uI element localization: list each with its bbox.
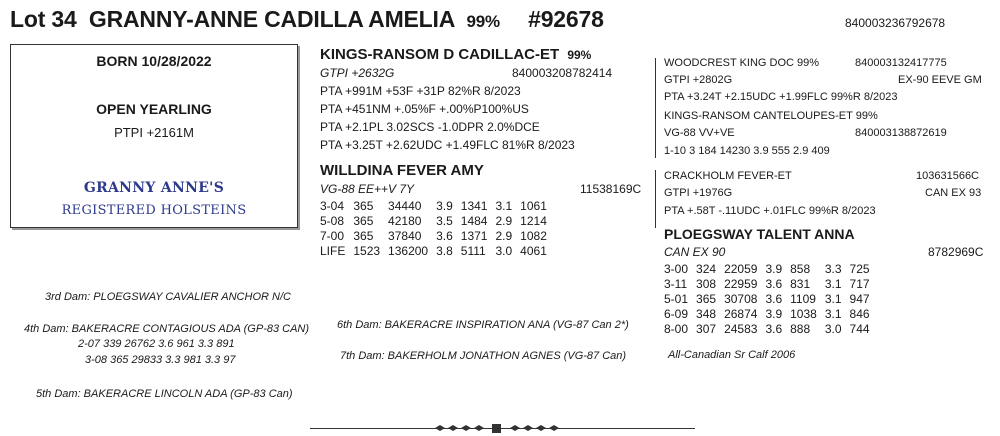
sire-sire-pta: PTA +3.24T +2.15UDC +1.99FLC 99%R 8/2023 <box>664 91 898 103</box>
sire-sire-gtpi: GTPI +2802G <box>664 74 733 86</box>
record-cell: 3.9 <box>436 199 453 213</box>
animal-pct: 99% <box>466 12 500 31</box>
dam-records-table <box>320 199 555 259</box>
record-cell: 2.9 <box>495 214 513 228</box>
record-cell: 30708 <box>724 292 758 306</box>
sixth-dam: 6th Dam: BAKERACRE INSPIRATION ANA (VG-87 Can 2*) <box>337 319 629 331</box>
record-cell: 3.6 <box>436 229 453 243</box>
born-box <box>10 44 298 228</box>
record-cell: 3-11 <box>664 277 688 291</box>
record-cell: 3.1 <box>495 199 513 213</box>
record-cell: 308 <box>696 277 717 291</box>
footer-ornament <box>430 423 570 436</box>
sire-name-text: KINGS-RANSOM D CADILLAC-ET <box>320 46 560 63</box>
record-cell: 136200 <box>388 244 429 258</box>
sire-bracket <box>655 58 656 158</box>
dam-dam-classification: CAN EX 90 <box>664 245 726 259</box>
record-cell: LIFE <box>320 244 346 258</box>
record-cell: 42180 <box>388 214 422 228</box>
dam-dam-name: PLOEGSWAY TALENT ANNA <box>664 226 855 242</box>
dam-bracket <box>655 170 656 228</box>
record-cell: 3.6 <box>765 277 783 291</box>
record-cell: 947 <box>849 292 870 306</box>
third-dam: 3rd Dam: PLOEGSWAY CAVALIER ANCHOR N/C <box>45 291 291 303</box>
record-cell: 365 <box>353 214 374 228</box>
age-class: OPEN YEARLING <box>96 101 212 117</box>
record-cell: 4061 <box>520 244 547 258</box>
record-cell: 3.1 <box>824 307 842 321</box>
record-cell: 3.0 <box>495 244 513 258</box>
record-row <box>664 262 878 277</box>
record-cell: 6-09 <box>664 307 689 321</box>
dam-dam-records-table <box>664 262 878 337</box>
record-cell: 24583 <box>724 322 758 336</box>
birth-date: BORN 10/28/2022 <box>96 53 212 69</box>
sire-dam-name: KINGS-RANSOM CANTELOUPES-ET 99% <box>664 110 878 122</box>
fifth-dam: 5th Dam: BAKERACRE LINCOLN ADA (GP-83 Can) <box>36 388 293 400</box>
dam-sire-registration: 103631566C <box>916 170 980 182</box>
record-cell: 831 <box>790 277 811 291</box>
dam-sire-gtpi: GTPI +1976G <box>664 187 733 199</box>
record-cell: 365 <box>353 229 374 243</box>
record-cell: 3.5 <box>436 214 453 228</box>
fourth-dam-record: 2-07 339 26762 3.6 961 3.3 891 <box>78 338 235 350</box>
dam-dam-registration: 8782969C <box>928 245 984 259</box>
record-cell: 3.6 <box>765 322 783 336</box>
sire-sire-name: WOODCREST KING DOC 99% <box>664 57 820 69</box>
sire-sire-registration: 840003132417775 <box>855 57 947 69</box>
record-cell: 365 <box>353 199 374 213</box>
record-cell: 1109 <box>790 292 816 306</box>
dam-sire-classification: CAN EX 93 <box>925 187 982 199</box>
record-cell: 3.6 <box>765 292 783 306</box>
dam-registration: 11538169C <box>580 182 642 196</box>
record-cell: 348 <box>696 307 717 321</box>
record-cell: 324 <box>696 262 717 276</box>
lot-number: Lot 34 <box>10 6 77 32</box>
record-cell: 5-08 <box>320 214 345 228</box>
record-cell: 1061 <box>520 199 547 213</box>
record-cell: 3.9 <box>765 307 783 321</box>
record-cell: 725 <box>849 262 870 276</box>
record-cell: 5-01 <box>664 292 689 306</box>
record-cell: 1523 <box>353 244 381 258</box>
record-cell: 22959 <box>724 277 758 291</box>
dam-name: WILLDINA FEVER AMY <box>320 162 484 179</box>
record-row <box>320 229 555 244</box>
breeder-name: GRANNY ANNE'S <box>83 180 225 196</box>
ptpi-value: PTPI +2161M <box>114 125 194 140</box>
record-cell: 3.1 <box>824 277 842 291</box>
sire-pta-line: PTA +2.1PL 3.02SCS -1.0DPR 2.0%DCE <box>320 120 540 134</box>
record-cell: 3.0 <box>824 322 842 336</box>
record-row <box>320 244 555 259</box>
record-cell: 1214 <box>520 214 547 228</box>
record-cell: 22059 <box>724 262 758 276</box>
record-row <box>664 292 878 307</box>
record-cell: 3-04 <box>320 199 345 213</box>
record-row <box>664 307 878 322</box>
fourth-dam: 4th Dam: BAKERACRE CONTAGIOUS ADA (GP-83 CAN) <box>24 323 310 335</box>
sire-dam-classification: VG-88 VV+VE <box>664 127 735 139</box>
record-row <box>664 277 878 292</box>
record-cell: 3.8 <box>436 244 453 258</box>
sire-pta-line: PTA +3.25T +2.62UDC +1.49FLC 81%R 8/2023 <box>320 138 575 152</box>
record-cell: 744 <box>849 322 870 336</box>
record-cell: 7-00 <box>320 229 345 243</box>
record-cell: 846 <box>849 307 870 321</box>
dam-classification: VG-88 EE++V 7Y <box>320 182 415 196</box>
record-cell: 1371 <box>460 229 488 243</box>
fourth-dam-record: 3-08 365 29833 3.3 981 3.3 97 <box>85 354 236 366</box>
dam-dam-award: All-Canadian Sr Calf 2006 <box>668 349 796 361</box>
dam-sire-pta: PTA +.58T -.11UDC +.01FLC 99%R 8/2023 <box>664 205 876 217</box>
breeder-subtitle: REGISTERED HOLSTEINS <box>61 203 247 218</box>
record-row <box>320 199 555 214</box>
sire-gtpi: GTPI +2632G <box>320 66 395 80</box>
sire-name <box>320 46 591 63</box>
record-cell: 3.9 <box>765 262 783 276</box>
record-cell: 858 <box>790 262 811 276</box>
sire-dam-record: 1-10 3 184 14230 3.9 555 2.9 409 <box>664 145 830 157</box>
lot-title <box>10 6 604 33</box>
record-cell: 26874 <box>724 307 758 321</box>
record-cell: 1484 <box>460 214 488 228</box>
record-cell: 307 <box>696 322 717 336</box>
animal-tag: #92678 <box>528 6 604 32</box>
sire-dam-registration: 840003138872619 <box>855 127 947 139</box>
sire-pta-line: PTA +991M +53F +31P 82%R 8/2023 <box>320 84 521 98</box>
dam-sire-name: CRACKHOLM FEVER-ET <box>664 170 792 182</box>
record-cell: 1341 <box>460 199 488 213</box>
record-cell: 2.9 <box>495 229 513 243</box>
sire-sire-classification: EX-90 EEVE GM <box>898 74 982 86</box>
record-cell: 717 <box>849 277 870 291</box>
record-cell: 34440 <box>388 199 422 213</box>
record-cell: 365 <box>696 292 717 306</box>
sire-registration: 840003208782414 <box>512 66 613 80</box>
sire-pta-line: PTA +451NM +.05%F +.00%P100%US <box>320 102 529 116</box>
record-cell: 5111 <box>460 244 486 258</box>
record-row <box>320 214 555 229</box>
record-cell: 3-00 <box>664 262 689 276</box>
animal-registration: 840003236792678 <box>845 16 946 30</box>
record-cell: 3.3 <box>824 262 842 276</box>
record-cell: 1038 <box>790 307 817 321</box>
record-cell: 888 <box>790 322 811 336</box>
record-cell: 1082 <box>520 229 547 243</box>
sire-pct: 99% <box>567 48 592 62</box>
seventh-dam: 7th Dam: BAKERHOLM JONATHON AGNES (VG-87 Can) <box>340 350 627 362</box>
record-cell: 8-00 <box>664 322 689 336</box>
record-cell: 3.1 <box>824 292 842 306</box>
record-row <box>664 322 878 337</box>
record-cell: 37840 <box>388 229 422 243</box>
animal-name: GRANNY-ANNE CADILLA AMELIA <box>88 6 455 32</box>
